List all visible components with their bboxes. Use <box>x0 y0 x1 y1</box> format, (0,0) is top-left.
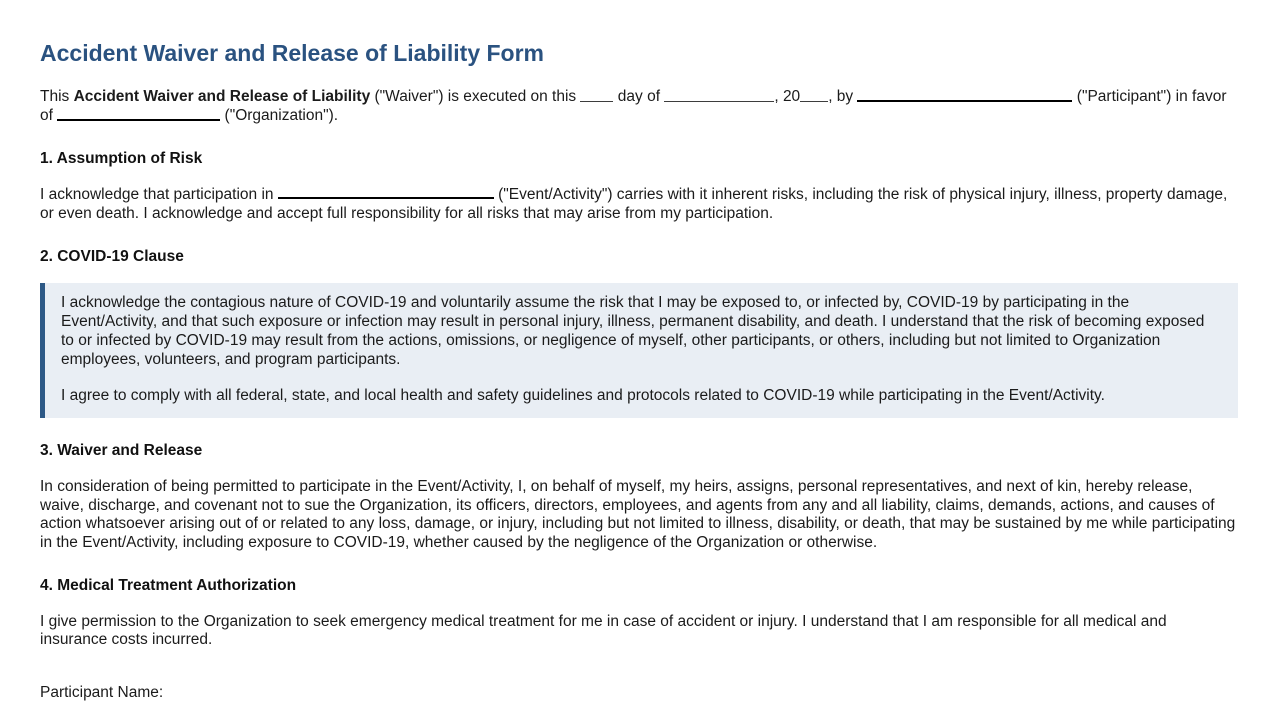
blank-line-month <box>664 89 774 101</box>
section-4-paragraph: I give permission to the Organization to seek emergency medical treatment for me in case of accident or injury. I understand that I am responsible for all medical and insurance costs incurred. <box>40 612 1167 649</box>
blank-line-day-number <box>580 89 613 101</box>
section-3-heading: 3. Waiver and Release <box>40 442 203 460</box>
covid-clause-paragraph-2: I agree to comply with all federal, state, and local health and safety guidelines and protocols related to COVID-19 while participating in the Event/Activity. <box>61 387 1105 405</box>
covid-clause-callout <box>40 283 1238 418</box>
section-1-text-after: ("Event/Activity") carries with it inherent risks, including the risk of physical injury, illness, property damage, or even death. I acknowledge and accept full responsibility for all risks that may arise from my participation. <box>40 186 1228 222</box>
section-3-paragraph: In consideration of being permitted to participate in the Event/Activity, I, on behalf of myself, my heirs, assigns, personal representatives, and next of kin, hereby release, waive, discharge, and covenant not to sue the Organization, its officers, directors, employees, and agents from any and all liability, claims, demands, actions, and causes of action whatsoever arising out of or related to any loss, damage, or injury, including but not limited to illness, disability, or death, that may be sustained by me while participating in the Event/Activity, including exposure to COVID-19, whether caused by the negligence of the Organization or otherwise. <box>40 477 1236 552</box>
covid-clause-paragraph-1: I acknowledge the contagious nature of COVID-19 and voluntarily assume the risk that I may be exposed to, or infected by, COVID-19 by participating in the Event/Activity, and that such exposure or infection may result in personal injury, illness, permanent disability, and death. I understand that the risk of becoming exposed to or infected by COVID-19 may result from the actions, omissions, or negligence of myself, other participants, or others, including but not limited to Organization employees, volunteers, and program participants. <box>61 294 1205 368</box>
intro-text-organization: ("Organization"). <box>220 107 339 125</box>
section-2-heading: 2. COVID-19 Clause <box>40 247 184 265</box>
section-1-text-before: I acknowledge that participation in <box>40 186 278 204</box>
blank-line-event-activity <box>278 186 494 199</box>
blank-line-year <box>800 89 828 101</box>
intro-text-executed: ("Waiver") is executed on this <box>370 88 581 106</box>
waiver-bold-title: Accident Waiver and Release of Liability <box>73 88 371 106</box>
intro-text-by: , by <box>828 88 858 106</box>
intro-text-this: This <box>40 88 74 106</box>
intro-text-day-of: day of <box>613 88 665 106</box>
page-title: Accident Waiver and Release of Liability Form <box>40 40 545 66</box>
section-4-heading: 4. Medical Treatment Authorization <box>40 576 297 594</box>
participant-name-label: Participant Name: <box>40 684 164 702</box>
intro-text-participant: ("Participant") in favor of <box>40 88 1227 125</box>
intro-text-year: , 20 <box>774 88 801 106</box>
section-1-heading: 1. Assumption of Risk <box>40 150 203 168</box>
blank-line-organization-name <box>57 107 220 120</box>
signature-block <box>40 684 1238 703</box>
section-1-paragraph <box>40 186 1238 224</box>
intro-paragraph <box>40 88 1238 126</box>
blank-line-participant-name <box>857 88 1072 101</box>
